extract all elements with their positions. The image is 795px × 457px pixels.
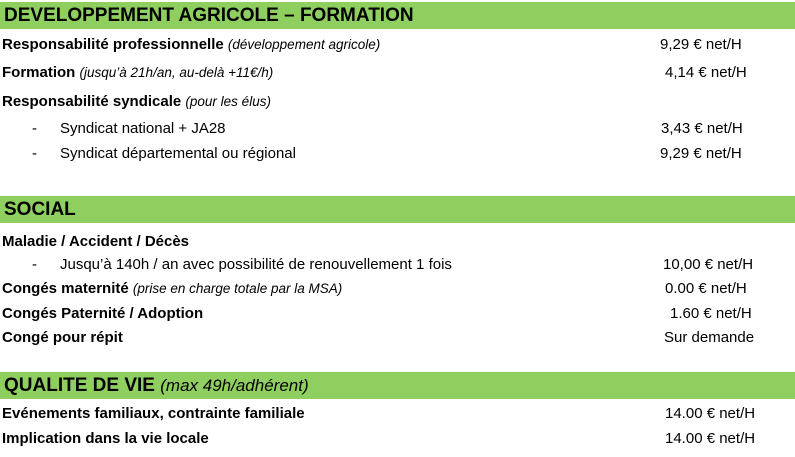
bullet-dash: - <box>32 256 37 273</box>
bullet-dash: - <box>32 120 37 137</box>
section-header-social <box>0 196 795 223</box>
row-value: 14.00 € net/H <box>665 430 756 447</box>
section-title: SOCIAL <box>4 199 76 220</box>
row-label: Syndicat départemental ou régional <box>60 145 296 162</box>
row-value: 0.00 € net/H <box>665 280 747 297</box>
row-label: Responsabilité syndicale <box>2 93 182 110</box>
row-note: (prise en charge totale par la MSA) <box>132 281 343 296</box>
row-label: Congé pour répit <box>2 329 123 346</box>
table-row <box>0 33 795 57</box>
table-row <box>0 402 795 426</box>
row-label: Evénements familiaux, contrainte familiale <box>2 405 305 422</box>
section-note: (max 49h/adhérent) <box>160 376 309 395</box>
row-label: Congés maternité <box>2 280 129 297</box>
row-note: (pour les élus) <box>185 94 271 109</box>
row-value: 14.00 € net/H <box>665 405 756 422</box>
table-row <box>0 117 795 141</box>
row-label: Jusqu’à 140h / an avec possibilité de renouvellement 1 fois <box>60 256 452 273</box>
section-header-qualite-de-vie <box>0 372 795 399</box>
table-row <box>0 326 795 350</box>
row-label: Formation <box>2 64 76 81</box>
table-row <box>0 253 795 277</box>
table-row <box>0 277 795 301</box>
row-value: 9,29 € net/H <box>660 36 742 53</box>
row-note: (jusqu’à 21h/an, au-delà +11€/h) <box>79 65 274 80</box>
row-label: Congés Paternité / Adoption <box>2 305 204 322</box>
row-value: 9,29 € net/H <box>660 145 742 162</box>
row-label: Syndicat national + JA28 <box>60 120 226 137</box>
row-value: 1.60 € net/H <box>670 305 752 322</box>
section-header-developpement-agricole <box>0 2 795 29</box>
row-label: Maladie / Accident / Décès <box>2 233 190 250</box>
row-value: Sur demande <box>664 329 755 346</box>
table-row <box>0 90 795 114</box>
bullet-dash: - <box>32 145 37 162</box>
row-label: Implication dans la vie locale <box>2 430 209 447</box>
table-row <box>0 61 795 85</box>
row-value: 3,43 € net/H <box>661 120 743 137</box>
row-note: (développement agricole) <box>227 37 381 52</box>
row-label: Responsabilité professionnelle <box>2 36 224 53</box>
table-row <box>0 142 795 166</box>
table-row <box>0 427 795 451</box>
row-value: 10,00 € net/H <box>663 256 754 273</box>
row-value: 4,14 € net/H <box>665 64 747 81</box>
section-title: QUALITE DE VIE <box>4 375 155 396</box>
table-row <box>0 230 795 254</box>
table-row <box>0 302 795 326</box>
section-title: DEVELOPPEMENT AGRICOLE – FORMATION <box>4 5 414 26</box>
